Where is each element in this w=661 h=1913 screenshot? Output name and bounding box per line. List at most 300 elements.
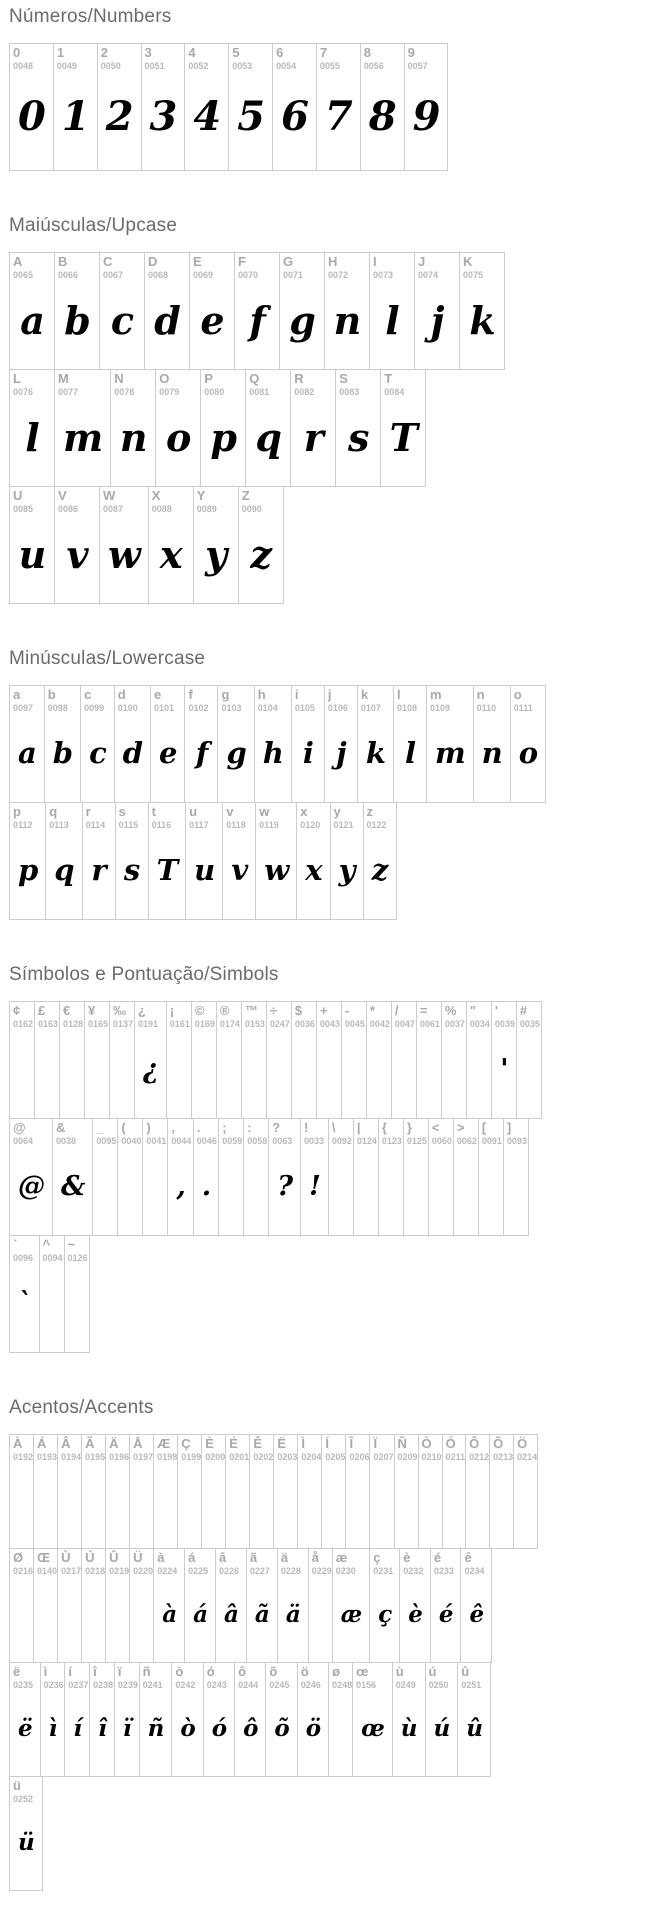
cell-glyph-preview: ì [48,1715,58,1742]
section-title-accents: Acentos/Accents [9,1397,154,1418]
cell-glyph-preview: d [122,736,144,770]
cell-character-label: £ [38,1003,46,1018]
glyph-cell [268,1118,301,1236]
section-accents [9,1397,661,1891]
cell-glyph-preview [270,1030,291,1118]
cell-character-label: * [369,1003,375,1018]
glyph-cell [193,486,239,604]
cell-character-label: ê [464,1550,472,1565]
cell-glyph-preview [332,1147,353,1235]
cell-glyph-preview [61,1577,81,1662]
glyph-cell [330,802,364,920]
cell-unicode-code: 0068 [148,270,169,280]
glyph-cell [148,486,194,604]
cell-character-label: B [58,254,68,269]
cell-unicode-code: 0218 [85,1566,106,1576]
glyph-cell [473,685,511,803]
section-upcase [9,215,661,604]
glyph-cell [84,1001,110,1119]
cell-character-label: ; [222,1120,227,1135]
cell-character-label: @ [13,1120,26,1135]
glyph-cell [150,685,185,803]
cell-character-label: É [229,1436,238,1451]
cell-glyph-preview [63,1030,84,1118]
cell-glyph-preview [520,1030,541,1118]
cell-character-label: J [418,254,426,269]
glyph-cell [245,369,291,487]
cell-unicode-code: 0219 [109,1566,130,1576]
cell-unicode-code: 0117 [189,820,209,830]
cell-character-label: Ú [85,1550,95,1565]
glyph-cell [341,1001,367,1119]
glyph-row [9,685,661,803]
cell-unicode-code: 0081 [249,387,270,397]
glyph-cell [99,486,149,604]
cell-character-label: à [157,1550,165,1565]
cell-glyph-preview: ï [122,1715,132,1742]
cell-character-label: ] [506,1120,512,1135]
glyph-cell [378,1118,404,1236]
cell-glyph-preview: T [389,414,418,460]
glyph-cell [491,1001,517,1119]
glyph-cell [428,1118,454,1236]
cell-unicode-code: 0211 [445,1452,466,1462]
glyph-cell [328,1662,353,1777]
cell-unicode-code: 0220 [133,1566,154,1576]
cell-character-label: L [13,371,21,386]
cell-unicode-code: 0169 [194,1019,215,1029]
glyph-cell [105,1548,130,1663]
cell-unicode-code: 0124 [356,1136,377,1146]
glyph-row [9,369,661,487]
cell-unicode-code: 0083 [339,387,360,397]
cell-character-label: Ø [13,1550,24,1565]
cell-character-label: 2 [100,45,108,60]
cell-character-label: + [319,1003,328,1018]
cell-character-label: ò [175,1664,184,1679]
cell-glyph-preview [407,1147,428,1235]
cell-character-label: Ô [469,1436,480,1451]
cell-unicode-code: 0084 [384,387,405,397]
glyph-cell [166,1001,192,1119]
glyph-cell [9,685,45,803]
glyph-cell [345,1434,370,1549]
cell-unicode-code: 0071 [283,270,304,280]
cell-character-label: å [311,1550,319,1565]
cell-glyph-preview: n [481,736,503,770]
glyph-cell [279,252,325,370]
cell-unicode-code: 0197 [133,1452,154,1462]
cell-character-label: E [193,254,202,269]
cell-glyph-preview [13,1463,33,1548]
cell-glyph-preview: T [156,853,179,887]
cell-unicode-code: 0247 [269,1019,290,1029]
cell-character-label: d [117,687,126,702]
glyph-cell [324,252,370,370]
cell-glyph-preview: õ [274,1715,290,1742]
glyph-cell [184,685,218,803]
cell-glyph-preview: 2 [105,92,134,140]
glyph-cell [425,1662,459,1777]
cell-glyph-preview: & [61,1170,86,1202]
cell-character-label: ç [373,1550,381,1565]
cell-character-label: È [205,1436,214,1451]
cell-character-label: Ì [301,1436,305,1451]
cell-unicode-code: 0123 [381,1136,402,1146]
cell-unicode-code: 0174 [219,1019,240,1029]
cell-character-label: 6 [276,45,284,60]
cell-glyph-preview [61,1463,81,1548]
cell-unicode-code: 0128 [63,1019,84,1029]
glyph-cell [177,1434,202,1549]
cell-character-label: Û [109,1550,119,1565]
cell-character-label: T [384,371,393,386]
cell-unicode-code: 0040 [121,1136,142,1146]
cell-unicode-code: 0228 [280,1566,301,1576]
cell-character-label: [ [481,1120,487,1135]
cell-glyph-preview [38,1030,59,1118]
glyph-cell [9,802,46,920]
cell-unicode-code: 0196 [109,1452,130,1462]
cell-glyph-preview [422,1463,442,1548]
cell-character-label: Ñ [397,1436,407,1451]
glyph-cell [218,1118,244,1236]
glyph-cell [297,1662,329,1777]
glyph-cell [442,1434,467,1549]
cell-unicode-code: 0232 [403,1566,424,1576]
glyph-cell [308,1548,333,1663]
cell-glyph-preview: j [430,297,445,343]
cell-unicode-code: 0119 [259,820,279,830]
cell-unicode-code: 0072 [328,270,349,280]
cell-glyph-preview [301,1463,321,1548]
cell-unicode-code: 0056 [363,61,384,71]
cell-character-label: . [196,1120,201,1135]
glyph-row [9,1434,661,1549]
cell-unicode-code: 0213 [493,1452,514,1462]
cell-character-label: Á [37,1436,47,1451]
cell-character-label: " [469,1003,476,1018]
cell-character-label: ` [13,1237,18,1252]
glyph-cell [393,685,427,803]
glyph-cell [291,685,325,803]
cell-character-label: F [238,254,246,269]
cell-glyph-preview: á [193,1601,208,1628]
glyph-cell [392,1662,426,1777]
glyph-cell [171,1662,203,1777]
cell-unicode-code: 0153 [244,1019,265,1029]
cell-glyph-preview [332,1691,352,1776]
cell-unicode-code: 0046 [196,1136,217,1146]
cell-unicode-code: 0214 [517,1452,538,1462]
glyph-cell [34,1001,60,1119]
cell-glyph-preview [13,1030,34,1118]
cell-character-label: 9 [407,45,415,60]
cell-unicode-code: 0077 [58,387,79,397]
cell-unicode-code: 0245 [269,1680,290,1690]
cell-unicode-code: 0243 [206,1680,227,1690]
glyph-cell [89,1662,115,1777]
glyph-cell [503,1118,529,1236]
cell-unicode-code: 0096 [13,1253,34,1263]
cell-unicode-code: 0242 [175,1680,196,1690]
cell-glyph-preview [13,1577,33,1662]
cell-character-label: ã [249,1550,258,1565]
glyph-cell [394,1434,419,1549]
cell-glyph-preview: u [18,531,47,577]
cell-character-label: 4 [188,45,196,60]
cell-glyph-preview: é [438,1601,454,1628]
section-lowercase [9,648,661,920]
cell-character-label: x [300,804,308,819]
cell-glyph-preview [85,1577,105,1662]
cell-unicode-code: 0161 [169,1019,190,1029]
glyph-row [9,43,661,171]
cell-glyph-preview [88,1030,109,1118]
glyph-cell [316,43,361,171]
cell-unicode-code: 0059 [222,1136,243,1146]
cell-unicode-code: 0114 [85,820,106,830]
glyph-cell [9,1434,34,1549]
glyph-cell [54,252,100,370]
cell-glyph-preview: ó [211,1715,228,1742]
glyph-cell [222,802,256,920]
glyph-cell [117,1118,143,1236]
glyph-cell [141,43,186,171]
cell-glyph-preview [320,1030,341,1118]
glyph-cell [185,802,223,920]
cell-glyph-preview [493,1463,513,1548]
glyph-cell [9,1118,53,1236]
cell-glyph-preview [133,1577,153,1662]
glyph-row [9,1235,661,1353]
glyph-cell [193,1118,219,1236]
cell-unicode-code: 0093 [506,1136,527,1146]
glyph-cell [184,1548,216,1663]
cell-unicode-code: 0194 [61,1452,82,1462]
cell-glyph-preview: ú [433,1715,451,1742]
cell-character-label: ! [304,1120,309,1135]
cell-glyph-preview: ñ [147,1715,165,1742]
cell-glyph-preview: ! [309,1170,321,1202]
cell-character-label: s [118,804,126,819]
glyph-cell [155,369,201,487]
cell-glyph-preview: œ [361,1715,385,1742]
glyph-cell [33,1434,58,1549]
cell-character-label: î [93,1664,97,1679]
cell-glyph-preview [157,1463,177,1548]
cell-unicode-code: 0193 [37,1452,58,1462]
glyph-cell [300,1118,329,1236]
cell-unicode-code: 0086 [58,504,79,514]
glyph-cell [53,43,98,171]
cell-character-label: Ó [445,1436,456,1451]
cell-character-label: q [49,804,58,819]
cell-unicode-code: 0249 [395,1680,416,1690]
cell-character-label: / [394,1003,399,1018]
cell-character-label: U [13,488,23,503]
cell-character-label: b [47,687,56,702]
cell-unicode-code: 0236 [43,1680,64,1690]
cell-character-label: e [154,687,162,702]
cell-glyph-preview: g [226,736,247,770]
cell-character-label: Ï [373,1436,378,1451]
glyph-cell [216,1001,242,1119]
cell-character-label: D [148,254,158,269]
glyph-cell [238,486,284,604]
cell-character-label: 7 [319,45,328,60]
cell-glyph-preview: k [469,297,496,343]
glyph-cell [9,252,55,370]
glyph-cell [54,486,100,604]
cell-unicode-code: 0246 [300,1680,321,1690]
section-symbols [9,964,661,1353]
cell-glyph-preview: ç [378,1601,393,1628]
glyph-cell [9,1001,35,1119]
cell-character-label: v [226,804,234,819]
glyph-row [9,1776,661,1891]
cell-character-label: z [366,804,374,819]
glyph-cell [105,1434,130,1549]
cell-character-label: ô [238,1664,247,1679]
cell-character-label: h [257,687,266,702]
cell-character-label: Ö [517,1436,528,1451]
cell-glyph-preview [121,1147,142,1235]
cell-character-label: ó [206,1664,215,1679]
cell-unicode-code: 0074 [418,270,439,280]
glyph-cell [45,802,82,920]
glyph-cell [57,1548,82,1663]
cell-glyph-preview: ' [500,1053,509,1085]
cell-unicode-code: 0209 [397,1452,418,1462]
cell-glyph-preview [109,1577,129,1662]
glyph-cell [380,369,426,487]
cell-glyph-preview: i [302,736,314,770]
cell-unicode-code: 0082 [294,387,315,397]
glyph-cell [273,1434,298,1549]
glyph-cell [92,1118,118,1236]
glyph-cell [416,1001,442,1119]
cell-unicode-code: 0063 [272,1136,293,1146]
cell-unicode-code: 0201 [229,1452,250,1462]
cell-unicode-code: 0034 [469,1019,490,1029]
cell-glyph-preview: 7 [324,92,353,140]
glyph-cell [414,252,460,370]
cell-unicode-code: 0252 [13,1794,34,1804]
cell-glyph-preview [85,1463,105,1548]
cell-glyph-preview: q [255,414,282,460]
cell-glyph-preview [357,1147,378,1235]
cell-unicode-code: 0091 [481,1136,502,1146]
cell-unicode-code: 0047 [394,1019,415,1029]
cell-glyph-preview: b [64,297,91,343]
cell-unicode-code: 0116 [151,820,172,830]
cell-character-label: r [85,804,91,819]
cell-character-label: V [58,488,67,503]
cell-glyph-preview [370,1030,391,1118]
cell-character-label: p [13,804,21,819]
glyph-cell [254,685,292,803]
cell-unicode-code: 0098 [47,703,68,713]
cell-unicode-code: 0110 [476,703,497,713]
cell-unicode-code: 0073 [373,270,394,280]
cell-unicode-code: 0207 [373,1452,394,1462]
glyph-cell [272,43,317,171]
cell-glyph-preview: a [18,736,37,770]
cell-glyph-preview [113,1030,134,1118]
cell-glyph-preview: w [108,531,141,577]
cell-unicode-code: 0200 [205,1452,226,1462]
cell-character-label: â [219,1550,227,1565]
cell-glyph-preview: ê [469,1601,485,1628]
cell-unicode-code: 0033 [304,1136,325,1146]
cell-glyph-preview: 1 [61,92,90,140]
glyph-row [9,802,661,920]
cell-unicode-code: 0053 [232,61,253,71]
cell-character-label: $ [294,1003,303,1018]
cell-unicode-code: 0104 [257,703,278,713]
glyph-cell [369,1434,394,1549]
glyph-cell [246,1548,278,1663]
glyph-cell [430,1548,462,1663]
section-numbers [9,6,661,171]
cell-unicode-code: 0089 [196,504,217,514]
glyph-cell [516,1001,542,1119]
section-title-upcase: Maiúsculas/Upcase [9,215,178,236]
cell-unicode-code: 0235 [13,1680,34,1690]
cell-character-label: Y [196,488,206,503]
cell-glyph-preview: î [98,1715,107,1742]
cell-unicode-code: 0137 [113,1019,134,1029]
cell-glyph-preview: n [333,297,362,343]
glyph-row [9,1001,661,1119]
cell-glyph-preview [349,1463,369,1548]
glyph-cell [115,802,149,920]
glyph-cell [44,685,81,803]
cell-unicode-code: 0248 [332,1680,353,1690]
cell-character-label: < [431,1120,440,1135]
cell-character-label: m [429,687,442,702]
cell-glyph-preview: ë [18,1715,33,1742]
cell-unicode-code: 0239 [117,1680,138,1690]
cell-glyph-preview [446,1463,466,1548]
glyph-row [9,1662,661,1777]
glyph-cell [57,1434,82,1549]
cell-glyph-preview [470,1030,491,1118]
glyph-cell [189,252,235,370]
cell-character-label: j [327,687,332,702]
cell-unicode-code: 0092 [331,1136,352,1146]
cell-character-label: i [294,687,299,702]
glyph-cell [391,1001,417,1119]
glyph-cell [466,1001,492,1119]
glyph-cell [203,1662,235,1777]
cell-character-label: Î [349,1436,354,1451]
cell-character-label: t [151,804,156,819]
cell-glyph-preview: í [73,1715,83,1742]
glyph-cell [316,1001,342,1119]
cell-unicode-code: 0036 [294,1019,315,1029]
cell-unicode-code: 0140 [37,1566,58,1576]
cell-unicode-code: 0206 [349,1452,370,1462]
glyph-cell [249,1434,274,1549]
cell-glyph-preview: 9 [412,92,441,140]
glyph-cell [9,1548,34,1663]
cell-glyph-preview [220,1030,241,1118]
cell-character-label: í [68,1664,73,1679]
cell-glyph-preview: x [305,853,323,887]
cell-glyph-preview: â [224,1601,239,1628]
